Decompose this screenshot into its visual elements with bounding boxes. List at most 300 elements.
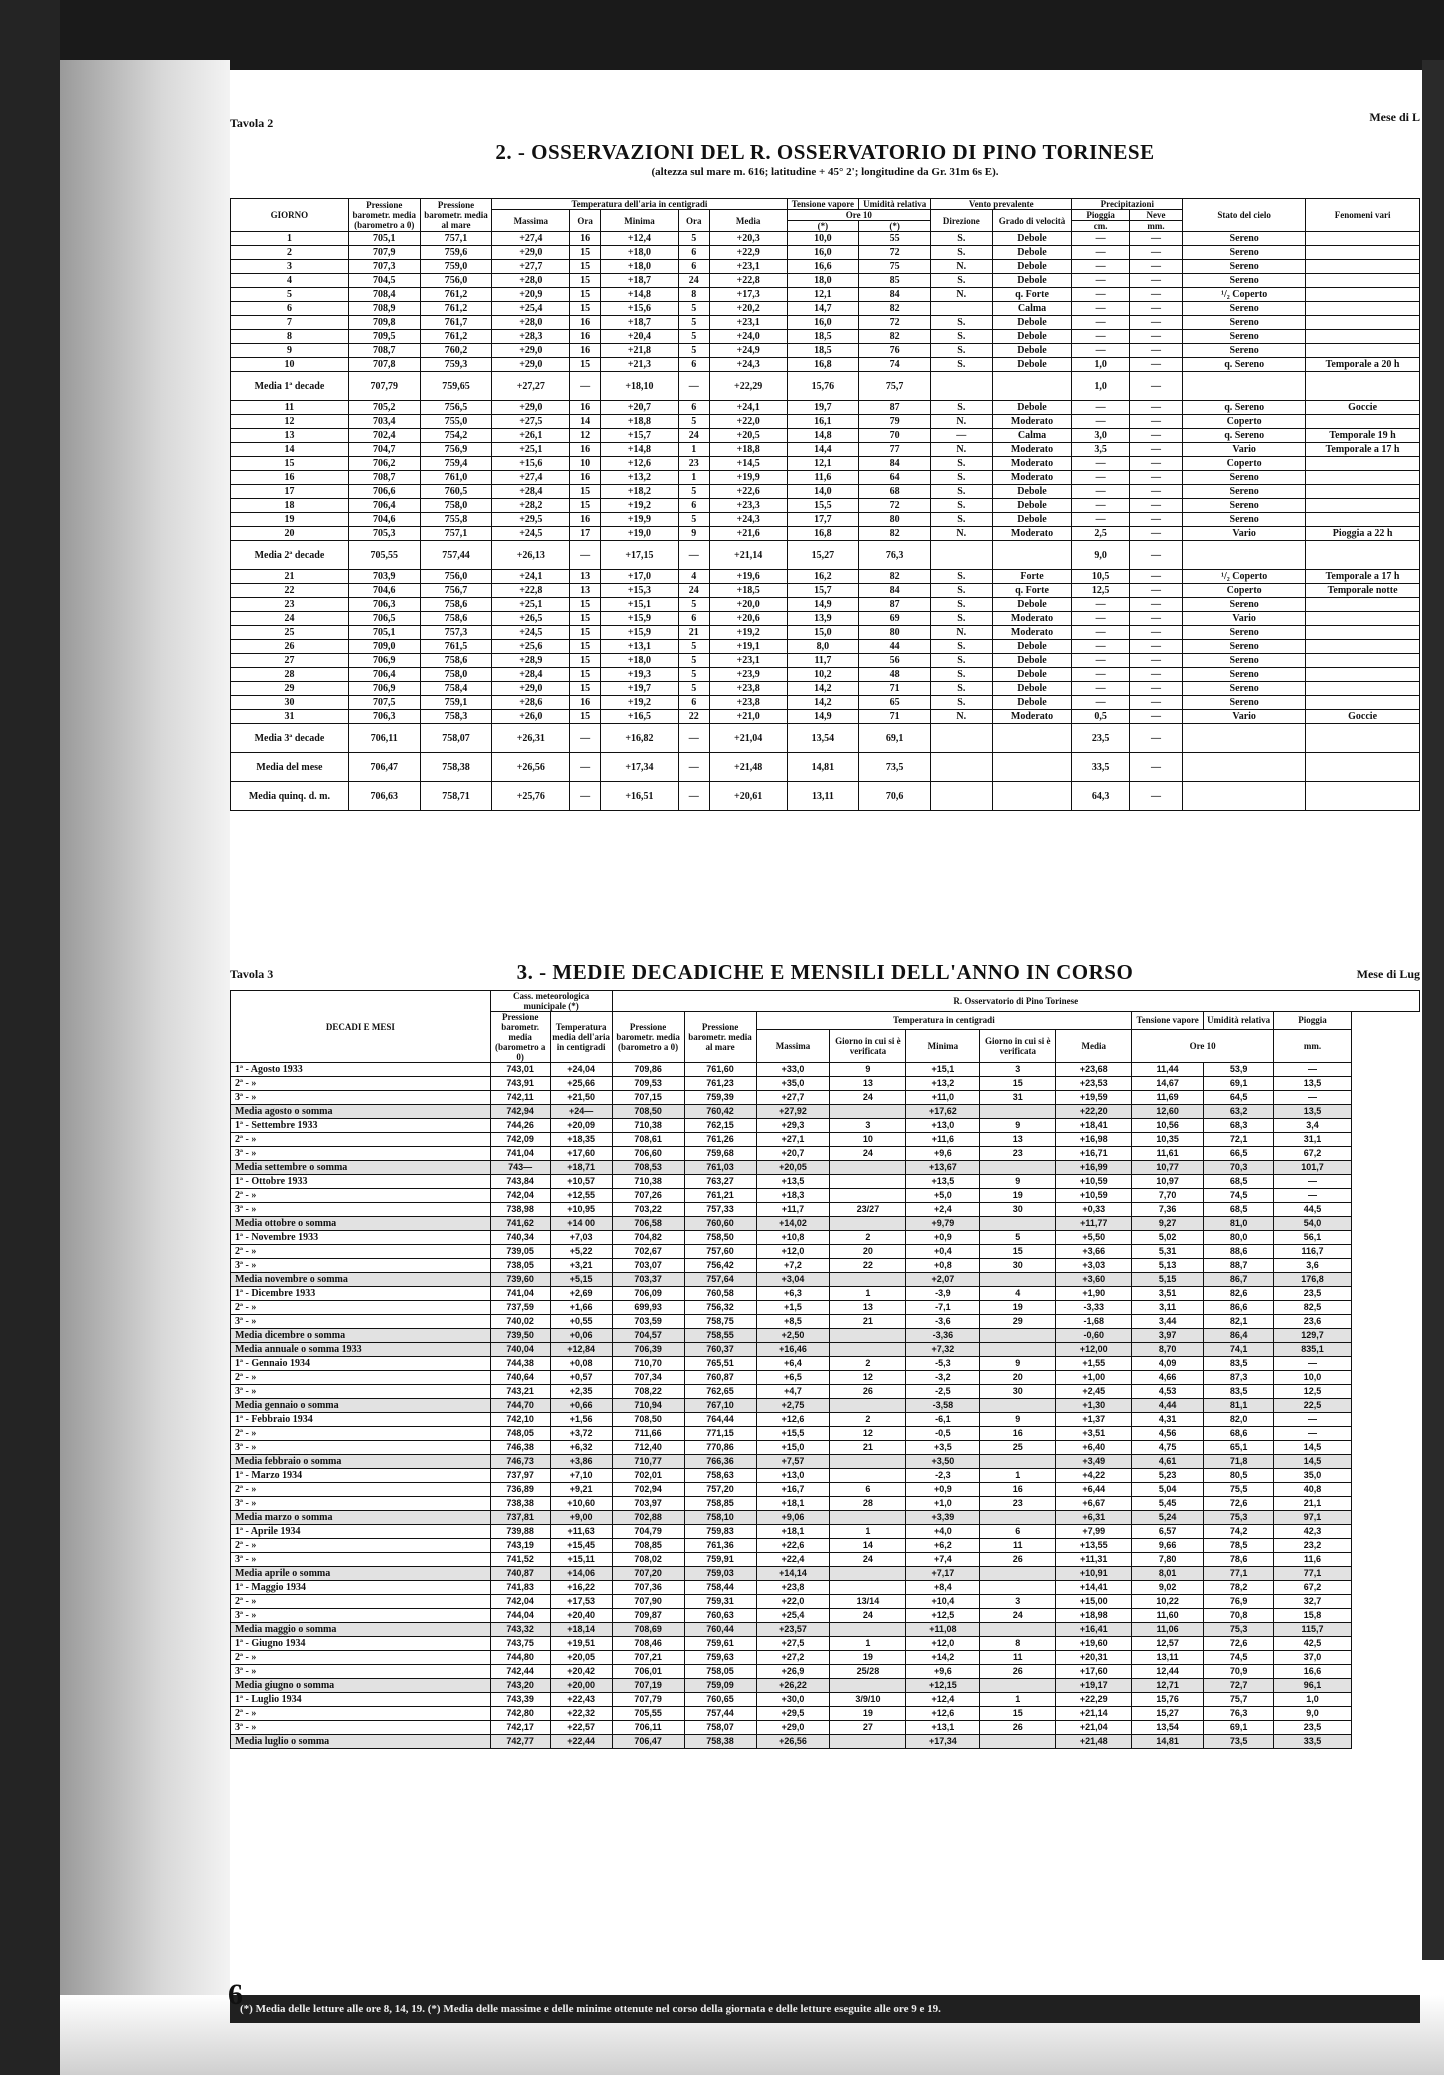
table-row — [231, 401, 1420, 415]
table-cell: 5 — [678, 330, 709, 344]
table-cell: 766,36 — [684, 1455, 756, 1469]
table-cell: +30,0 — [756, 1693, 830, 1707]
table-cell: +27,7 — [756, 1091, 830, 1105]
table-cell: 6 — [678, 246, 709, 260]
table-cell: 706,3 — [348, 710, 420, 724]
table-cell: — — [1072, 654, 1129, 668]
table-cell: 758,07 — [420, 724, 492, 753]
table-cell: 2 — [830, 1231, 906, 1245]
summary-row — [231, 372, 1420, 401]
table-cell: 708,7 — [348, 471, 420, 485]
table-cell: 13,9 — [787, 612, 859, 626]
table-cell: 12,1 — [787, 457, 859, 471]
col-giorno: GIORNO — [231, 199, 349, 232]
row-label: 3ª - » — [231, 1441, 491, 1455]
table-cell: 758,05 — [684, 1665, 756, 1679]
table-cell: 7,70 — [1132, 1189, 1204, 1203]
table-cell: 75,5 — [1204, 1483, 1274, 1497]
table-cell: 19 — [830, 1651, 906, 1665]
table-cell — [980, 1217, 1056, 1231]
table-cell: 15 — [570, 682, 601, 696]
table-cell: 706,6 — [348, 485, 420, 499]
table-cell: 706,4 — [348, 499, 420, 513]
table-cell: 759,68 — [684, 1147, 756, 1161]
table-cell: -3,6 — [906, 1315, 980, 1329]
table-cell: +11,6 — [906, 1133, 980, 1147]
table-cell — [1306, 457, 1420, 471]
table-cell: +29,5 — [756, 1707, 830, 1721]
table-cell: 13,11 — [1132, 1651, 1204, 1665]
table-cell: +10,4 — [906, 1595, 980, 1609]
table-cell: +24,1 — [492, 570, 570, 584]
table-cell: 10 — [231, 358, 349, 372]
table-cell: +11,31 — [1056, 1553, 1132, 1567]
table-cell: 15 — [980, 1077, 1056, 1091]
table-cell: 68,3 — [1204, 1119, 1274, 1133]
table-row — [231, 612, 1420, 626]
table-cell: +24,5 — [492, 626, 570, 640]
table-cell: +19,6 — [709, 570, 787, 584]
table-cell: S. — [931, 584, 993, 598]
table-cell: 708,02 — [612, 1553, 684, 1567]
table-row — [231, 1147, 1420, 1161]
table-cell: 704,82 — [612, 1231, 684, 1245]
summary-row — [231, 1623, 1420, 1637]
table-row — [231, 457, 1420, 471]
table-cell: 14,4 — [787, 443, 859, 457]
table-cell: — — [1129, 274, 1182, 288]
table-cell: 13 — [570, 584, 601, 598]
table-cell: Sereno — [1183, 654, 1306, 668]
table-cell: +0,57 — [550, 1371, 612, 1385]
table-cell: 68,5 — [1204, 1175, 1274, 1189]
row-label: 2ª - » — [231, 1371, 491, 1385]
table-cell — [1306, 612, 1420, 626]
table-cell: +19,9 — [601, 513, 679, 527]
table-cell: 15 — [570, 499, 601, 513]
table-row — [231, 1371, 1420, 1385]
table-cell: — — [1129, 612, 1182, 626]
table-cell: 16 — [570, 316, 601, 330]
table-cell: -3,58 — [906, 1399, 980, 1413]
table-row — [231, 1231, 1420, 1245]
row-label: 2ª - » — [231, 1595, 491, 1609]
table-cell: 97,1 — [1274, 1511, 1352, 1525]
table-cell: Temporale a 20 h — [1306, 358, 1420, 372]
table-cell: 758,0 — [420, 499, 492, 513]
table-cell — [980, 1161, 1056, 1175]
table-cell: +29,0 — [492, 246, 570, 260]
table-cell: +14,8 — [601, 288, 679, 302]
table-cell: 5 — [678, 513, 709, 527]
table-cell: 704,57 — [612, 1329, 684, 1343]
table-cell: +22,8 — [709, 274, 787, 288]
table-cell — [1306, 654, 1420, 668]
table-cell: 28 — [830, 1497, 906, 1511]
table-cell: 742,04 — [490, 1189, 550, 1203]
table-cell: Sereno — [1183, 598, 1306, 612]
table-cell: +19,2 — [709, 626, 787, 640]
table-cell: 764,44 — [684, 1413, 756, 1427]
table-cell: +12,6 — [756, 1413, 830, 1427]
table-cell: 14,8 — [787, 429, 859, 443]
table-cell: +12,0 — [906, 1637, 980, 1651]
table-cell: N. — [931, 527, 993, 541]
table-cell: 10 — [830, 1133, 906, 1147]
table-cell: 3 — [830, 1119, 906, 1133]
table-cell: 25/28 — [830, 1665, 906, 1679]
table-cell: 82 — [859, 330, 931, 344]
table-row — [231, 246, 1420, 260]
table-cell: N. — [931, 288, 993, 302]
table-cell: +16,99 — [1056, 1161, 1132, 1175]
table-cell: 2,5 — [1072, 527, 1129, 541]
table-cell: S. — [931, 485, 993, 499]
table-cell: 70,6 — [859, 782, 931, 811]
table-cell: 707,34 — [612, 1371, 684, 1385]
table-cell: +11,77 — [1056, 1217, 1132, 1231]
table-cell: +6,67 — [1056, 1497, 1132, 1511]
table-cell: +35,0 — [756, 1077, 830, 1091]
table-cell: +13,2 — [601, 471, 679, 485]
table-cell: 5 — [678, 232, 709, 246]
table-cell — [931, 372, 993, 401]
table-cell: 22 — [678, 710, 709, 724]
table-cell: 35,0 — [1274, 1469, 1352, 1483]
table-cell: 15 — [570, 598, 601, 612]
table-cell: +20,09 — [550, 1119, 612, 1133]
table-cell: 758,07 — [684, 1721, 756, 1735]
col-obs-pressure-0: Pressione barometr. media (barometro a 0) — [612, 1012, 684, 1063]
table-cell: 709,53 — [612, 1077, 684, 1091]
table-cell: — — [1129, 527, 1182, 541]
table-cell: +12,4 — [906, 1693, 980, 1707]
table-cell — [830, 1273, 906, 1287]
table-cell: 5 — [678, 415, 709, 429]
row-label: 3ª - » — [231, 1609, 491, 1623]
row-label: 2ª - » — [231, 1133, 491, 1147]
table-cell: +9,06 — [756, 1511, 830, 1525]
table-row — [231, 1259, 1420, 1273]
table-row — [231, 1693, 1420, 1707]
table-cell: +23,9 — [709, 668, 787, 682]
table-cell: 23 — [678, 457, 709, 471]
table-cell: +23,68 — [1056, 1063, 1132, 1077]
table-cell: — — [1129, 682, 1182, 696]
table-cell: 708,50 — [612, 1413, 684, 1427]
table-cell: +24,3 — [709, 513, 787, 527]
table-cell: 1 — [678, 443, 709, 457]
table-cell — [992, 724, 1072, 753]
table-cell: +6,31 — [1056, 1511, 1132, 1525]
table-cell: Sereno — [1183, 302, 1306, 316]
table-cell: Sereno — [1183, 471, 1306, 485]
table-cell: 15 — [570, 654, 601, 668]
table-cell: 710,77 — [612, 1455, 684, 1469]
table-cell: 708,22 — [612, 1385, 684, 1399]
table-cell: 703,4 — [348, 415, 420, 429]
table-cell: +26,56 — [492, 753, 570, 782]
col-rain: Pioggia — [1072, 210, 1129, 221]
table-cell: 760,60 — [684, 1217, 756, 1231]
table-cell: +7,4 — [906, 1553, 980, 1567]
table-cell: 7 — [231, 316, 349, 330]
table-cell: Moderato — [992, 457, 1072, 471]
table-cell: Debole — [992, 316, 1072, 330]
table-cell: 758,0 — [420, 668, 492, 682]
table-cell: 42,3 — [1274, 1525, 1352, 1539]
table-cell: — — [1072, 288, 1129, 302]
table-cell: 748,05 — [490, 1427, 550, 1441]
col-humidity-note: (*) — [859, 221, 931, 232]
table-cell: 14,7 — [787, 302, 859, 316]
table-row — [231, 1483, 1420, 1497]
table-cell — [980, 1399, 1056, 1413]
tavola-2-label: Tavola 2 — [230, 116, 274, 130]
summary-row — [231, 1511, 1420, 1525]
table-cell: 744,80 — [490, 1651, 550, 1665]
row-label: 1ª - Febbraio 1934 — [231, 1413, 491, 1427]
table-cell: S. — [931, 344, 993, 358]
table-cell: +13,2 — [906, 1077, 980, 1091]
table-cell: 14,2 — [787, 696, 859, 710]
table-cell: 702,67 — [612, 1245, 684, 1259]
table-cell: 82 — [859, 527, 931, 541]
table-cell: 70,9 — [1204, 1665, 1274, 1679]
table-cell: 742,94 — [490, 1105, 550, 1119]
table-cell: +9,6 — [906, 1665, 980, 1679]
table-cell: 79 — [859, 415, 931, 429]
table-cell: — — [1129, 471, 1182, 485]
table3-title: 3. - MEDIE DECADICHE E MENSILI DELL'ANNO IN CORSO — [516, 960, 1134, 984]
table-cell: 42,5 — [1274, 1637, 1352, 1651]
table-cell: 1,0 — [1072, 358, 1129, 372]
table-row — [231, 1497, 1420, 1511]
table-cell: 1 — [980, 1693, 1056, 1707]
table-cell: 15 — [570, 358, 601, 372]
table-cell: 742,17 — [490, 1721, 550, 1735]
table-cell: Debole — [992, 668, 1072, 682]
table-cell: — — [1072, 415, 1129, 429]
table-cell: 705,55 — [612, 1707, 684, 1721]
table-cell: +19,51 — [550, 1637, 612, 1651]
table-cell: +18,1 — [756, 1525, 830, 1539]
table-cell: 15,27 — [787, 541, 859, 570]
table-cell: Debole — [992, 401, 1072, 415]
row-label: 1ª - Settembre 1933 — [231, 1119, 491, 1133]
table-cell — [1306, 485, 1420, 499]
table-cell: +0,08 — [550, 1357, 612, 1371]
table-cell: +2,4 — [906, 1203, 980, 1217]
table-cell — [992, 782, 1072, 811]
table-cell: 77 — [859, 443, 931, 457]
table-cell: Debole — [992, 682, 1072, 696]
table-cell: 21 — [678, 626, 709, 640]
table-cell: +14,02 — [756, 1217, 830, 1231]
row-label: Media dicembre o somma — [231, 1329, 491, 1343]
table-cell: 756,42 — [684, 1259, 756, 1273]
table-cell: — — [1129, 499, 1182, 513]
table-cell: 759,1 — [420, 696, 492, 710]
table-cell: 20 — [980, 1371, 1056, 1385]
table-cell: 6 — [678, 358, 709, 372]
table-cell — [830, 1175, 906, 1189]
table-cell: 759,6 — [420, 246, 492, 260]
table-cell: 12,71 — [1132, 1679, 1204, 1693]
table-cell: 8,70 — [1132, 1343, 1204, 1357]
summary-row — [231, 1273, 1420, 1287]
table-cell: Temporale 19 h — [1306, 429, 1420, 443]
table-cell: 23,5 — [1274, 1287, 1352, 1301]
table-cell: +9,79 — [906, 1217, 980, 1231]
table-cell: 73,5 — [859, 753, 931, 782]
row-label: 3ª - » — [231, 1497, 491, 1511]
table-cell: 26 — [980, 1553, 1056, 1567]
table-cell: 14,5 — [1274, 1441, 1352, 1455]
summary-row — [231, 1105, 1420, 1119]
col-obs-min: Minima — [906, 1029, 980, 1062]
table-cell: 712,40 — [612, 1441, 684, 1455]
table-cell: 3,44 — [1132, 1315, 1204, 1329]
table-cell: +14 00 — [550, 1217, 612, 1231]
table-cell: 758,85 — [684, 1497, 756, 1511]
table-cell: 703,07 — [612, 1259, 684, 1273]
col-ore10: Ore 10 — [787, 210, 931, 221]
table-cell: 757,64 — [684, 1273, 756, 1287]
decadal-means-table — [230, 990, 1420, 1749]
table-cell: 24 — [678, 274, 709, 288]
table-cell: 708,53 — [612, 1161, 684, 1175]
table-cell: 10,77 — [1132, 1161, 1204, 1175]
summary-row — [231, 724, 1420, 753]
table-cell: — — [1129, 782, 1182, 811]
table-cell: — — [1274, 1175, 1352, 1189]
table-cell: +2,50 — [756, 1329, 830, 1343]
table-cell: 761,5 — [420, 640, 492, 654]
table-cell: 14,5 — [1274, 1455, 1352, 1469]
table-cell: 15 — [570, 274, 601, 288]
table-cell: 16 — [570, 696, 601, 710]
summary-row — [231, 1329, 1420, 1343]
table-cell: 707,5 — [348, 696, 420, 710]
table-cell: — — [1129, 316, 1182, 330]
table-cell: S. — [931, 654, 993, 668]
table-cell: 4,56 — [1132, 1427, 1204, 1441]
table-cell: 5 — [231, 288, 349, 302]
table-cell: +15,6 — [492, 457, 570, 471]
table-cell: 710,94 — [612, 1399, 684, 1413]
col-wind-group: Vento prevalente — [931, 199, 1072, 210]
table-cell: +23,57 — [756, 1623, 830, 1637]
table-cell: 73,5 — [1204, 1735, 1274, 1749]
table-cell: 708,46 — [612, 1637, 684, 1651]
table-cell: 709,8 — [348, 316, 420, 330]
table-cell: 707,19 — [612, 1679, 684, 1693]
table-cell: 706,2 — [348, 457, 420, 471]
table-cell: 743— — [490, 1161, 550, 1175]
table-cell: +16,98 — [1056, 1133, 1132, 1147]
table-cell: Sereno — [1183, 246, 1306, 260]
row-label: Media agosto o somma — [231, 1105, 491, 1119]
table-cell: — — [1129, 753, 1182, 782]
table-cell: +28,0 — [492, 316, 570, 330]
table-cell: 74 — [859, 358, 931, 372]
table-cell: 26 — [980, 1665, 1056, 1679]
table-cell: Sereno — [1183, 485, 1306, 499]
table-cell — [1306, 541, 1420, 570]
table-row — [231, 1721, 1420, 1735]
table-cell: +18,71 — [550, 1161, 612, 1175]
table-cell — [1306, 344, 1420, 358]
table-cell: 757,3 — [420, 626, 492, 640]
table-cell — [992, 753, 1072, 782]
table-cell: 11,6 — [1274, 1553, 1352, 1567]
summary-row — [231, 1455, 1420, 1469]
table-cell: 705,1 — [348, 626, 420, 640]
table-cell: — — [678, 782, 709, 811]
table-cell: 15,5 — [787, 499, 859, 513]
table-cell: -3,33 — [1056, 1301, 1132, 1315]
table-cell: +26,0 — [492, 710, 570, 724]
table-cell — [1306, 499, 1420, 513]
table-cell: — — [1072, 626, 1129, 640]
row-label: 2ª - » — [231, 1483, 491, 1497]
table-cell — [1183, 541, 1306, 570]
col-wind-dir: Direzione — [931, 210, 993, 232]
row-label: 1ª - Luglio 1934 — [231, 1693, 491, 1707]
table-cell: 87,3 — [1204, 1371, 1274, 1385]
table-cell: 29 — [231, 682, 349, 696]
table-cell: +0,55 — [550, 1315, 612, 1329]
table-cell: 15,76 — [1132, 1693, 1204, 1707]
table-cell: S. — [931, 246, 993, 260]
table-cell: 9,27 — [1132, 1217, 1204, 1231]
table-cell: — — [1129, 654, 1182, 668]
table-cell: 22 — [830, 1259, 906, 1273]
table-row — [231, 1707, 1420, 1721]
col-sky: Stato del cielo — [1183, 199, 1306, 232]
col-phenomena: Fenomeni vari — [1306, 199, 1420, 232]
table-cell: 758,75 — [684, 1315, 756, 1329]
table-row — [231, 1637, 1420, 1651]
row-label: 1ª - Maggio 1934 — [231, 1581, 491, 1595]
table-cell: 5 — [678, 302, 709, 316]
table-cell: 3,97 — [1132, 1329, 1204, 1343]
table-cell: 703,9 — [348, 570, 420, 584]
table-cell: 738,05 — [490, 1259, 550, 1273]
table-cell: 5 — [678, 316, 709, 330]
table-cell: +12,55 — [550, 1189, 612, 1203]
table-cell: 706,11 — [612, 1721, 684, 1735]
table-cell: +20,42 — [550, 1665, 612, 1679]
table-cell: +19,0 — [601, 527, 679, 541]
table-cell: +22,8 — [492, 584, 570, 598]
table-cell: 53,9 — [1204, 1063, 1274, 1077]
row-label: 2ª - » — [231, 1301, 491, 1315]
table-cell: +29,0 — [492, 358, 570, 372]
table-cell: 755,0 — [420, 415, 492, 429]
table-cell: 756,7 — [420, 584, 492, 598]
table-cell: +27,92 — [756, 1105, 830, 1119]
table-cell: +27,27 — [492, 372, 570, 401]
table-cell: 760,63 — [684, 1609, 756, 1623]
table-cell: 8 — [980, 1637, 1056, 1651]
table-cell: +17,53 — [550, 1595, 612, 1609]
table-cell: 11,61 — [1132, 1147, 1204, 1161]
table-cell: 71,8 — [1204, 1455, 1274, 1469]
summary-row — [231, 1161, 1420, 1175]
table-cell: +22,29 — [709, 372, 787, 401]
